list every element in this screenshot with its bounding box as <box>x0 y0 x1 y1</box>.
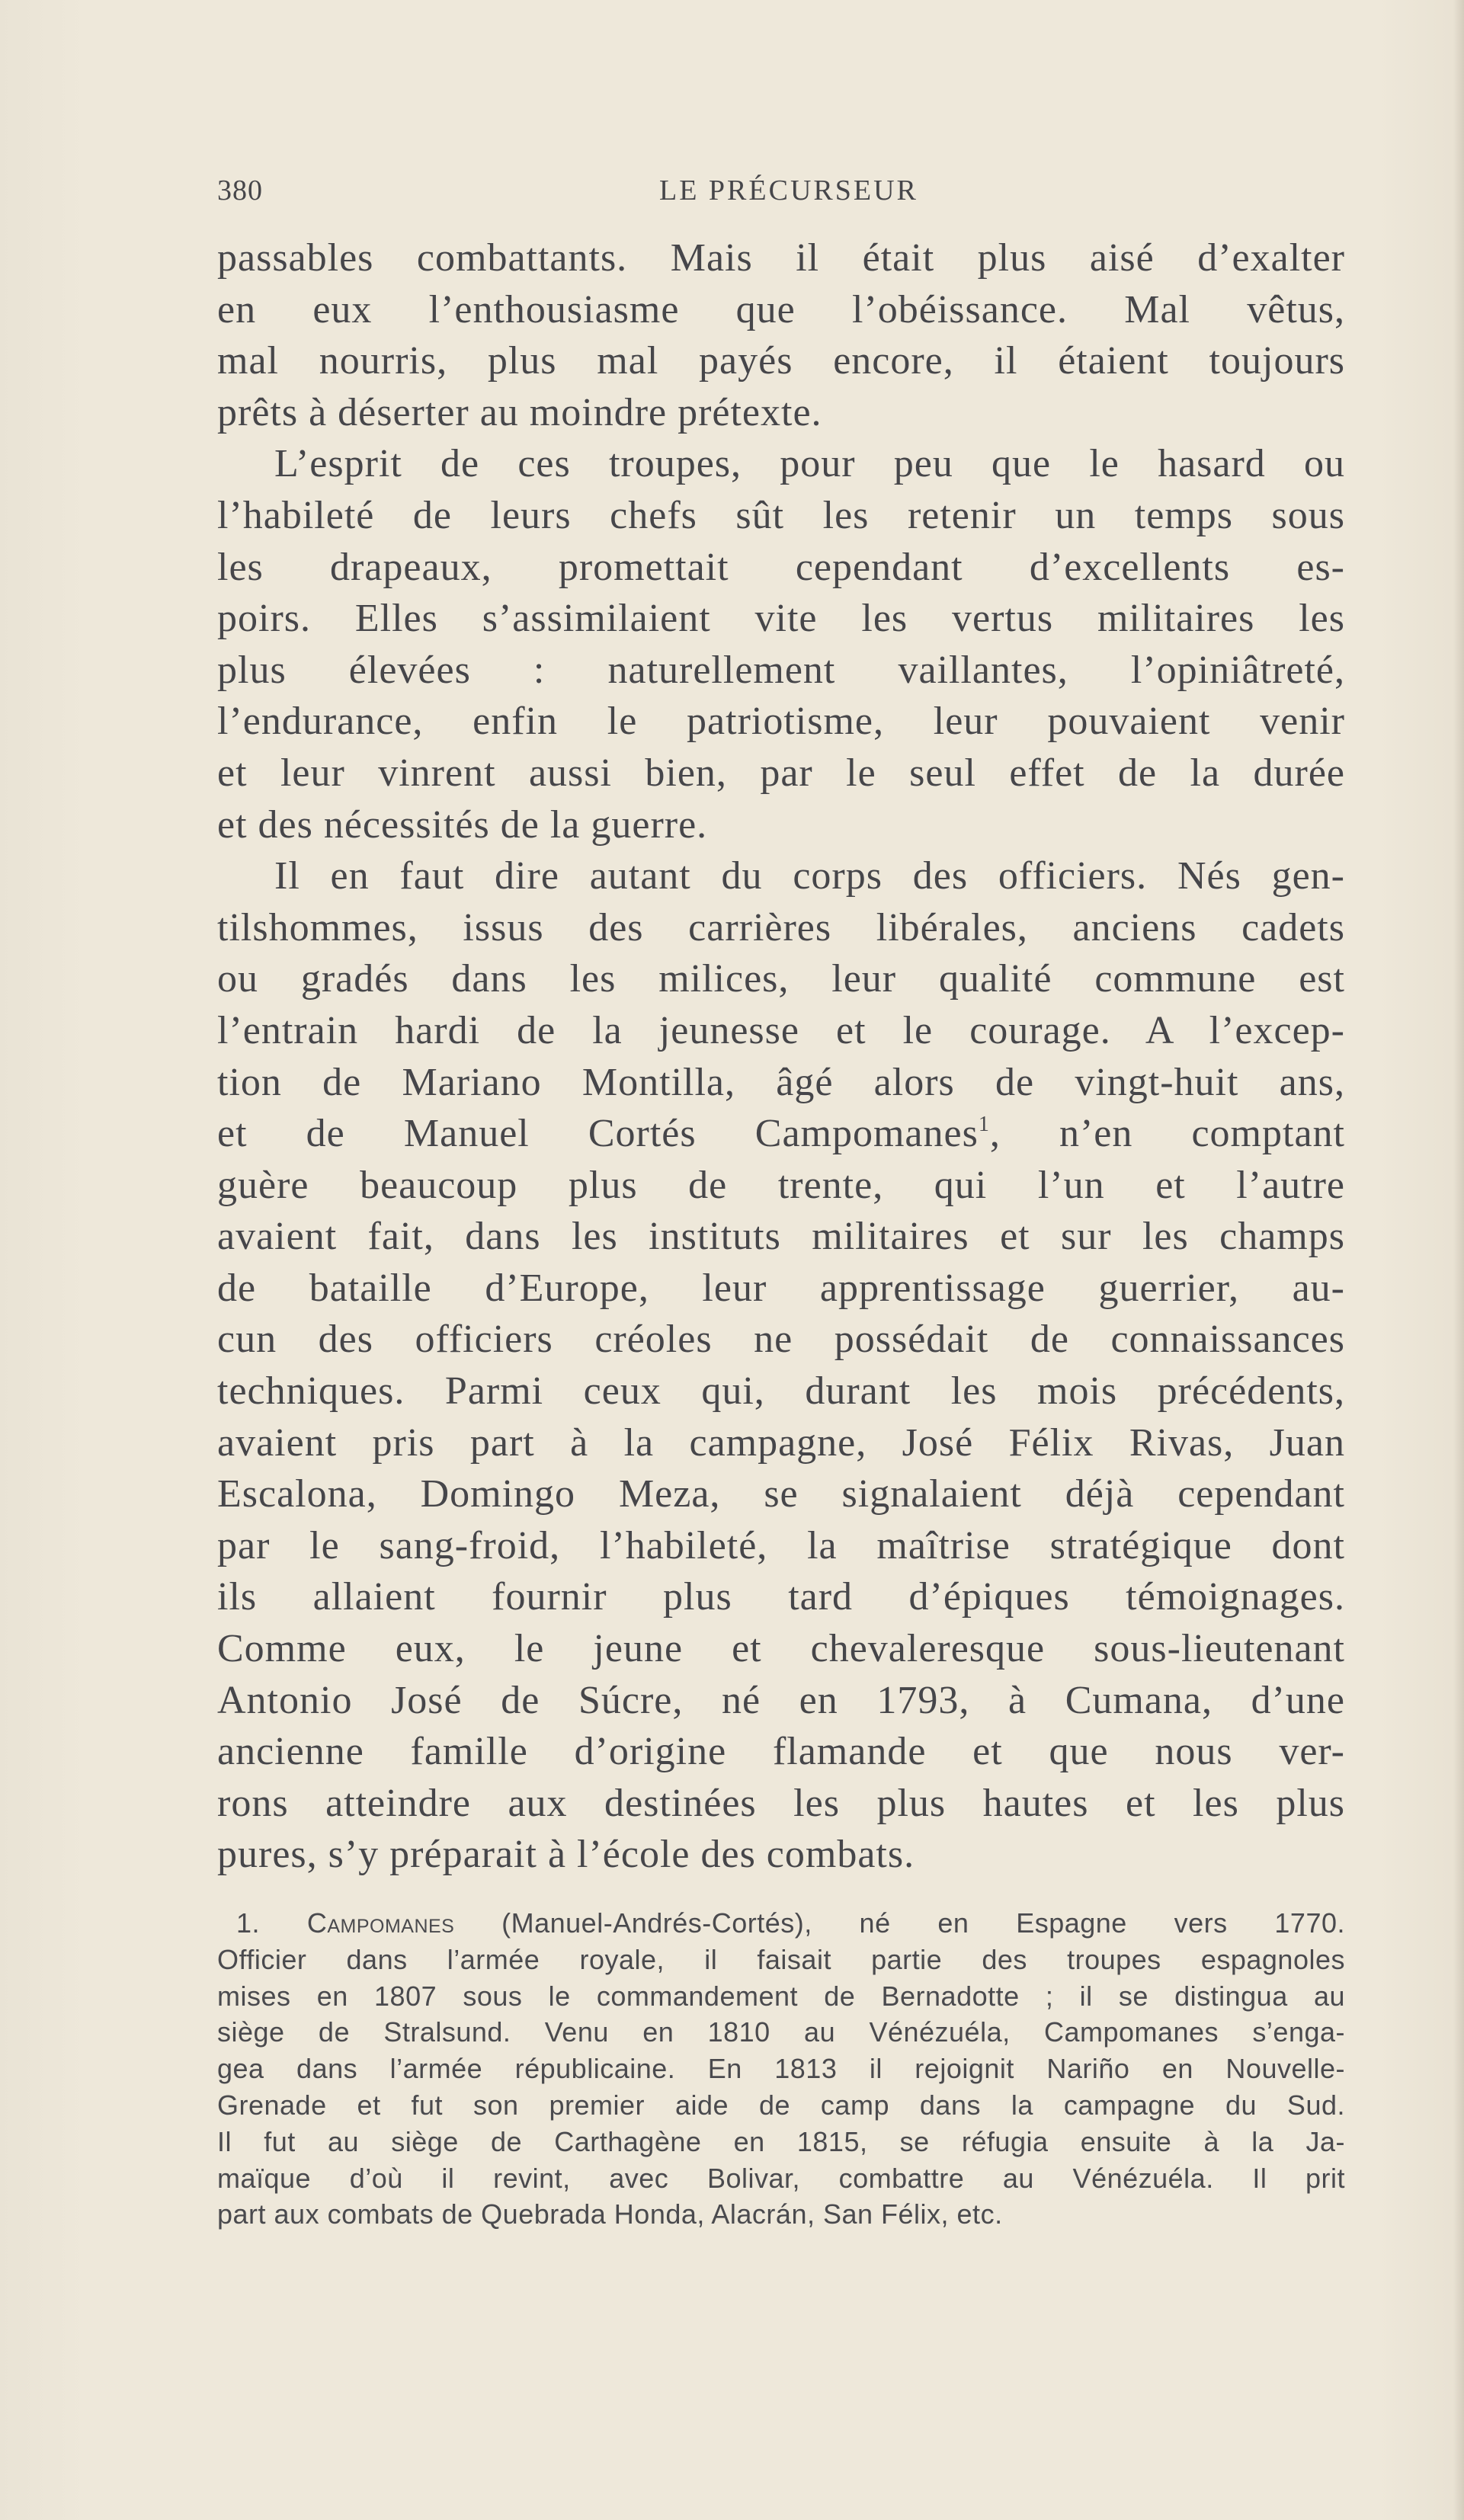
paragraph-start-line: Il en faut dire autant du corps des officiers. Nés gen- <box>274 854 1345 898</box>
text-line: passables combattants. Mais il était plus aisé d’exalter <box>217 236 1345 280</box>
paragraph-start-line: L’esprit de ces troupes, pour peu que le hasard ou <box>274 442 1345 486</box>
text-line: guère beaucoup plus de trente, qui l’un et l’autre <box>217 1163 1345 1207</box>
text-line: ancienne famille d’origine flamande et que nous ver- <box>217 1730 1345 1774</box>
text-line: avaient pris part à la campagne, José Félix Rivas, Juan <box>217 1420 1345 1465</box>
text-line: avaient fait, dans les instituts militaires et sur les champs <box>217 1215 1345 1259</box>
text-line: Escalona, Domingo Meza, se signalaient déjà cependant <box>217 1472 1345 1516</box>
text-line: en eux l’enthousiasme que l’obéissance. Mal vêtus, <box>217 287 1345 331</box>
footnote-number: 1. <box>236 1907 261 1939</box>
footnote-line: maïque d’où il revint, avec Bolivar, combattre au Vénézuéla. Il prit <box>217 2162 1345 2194</box>
text-line: cun des officiers créoles ne possédait de connaissances <box>217 1318 1345 1362</box>
text-line: l’entrain hardi de la jeunesse et le courage. A l’excep- <box>217 1008 1345 1052</box>
text-line: et des nécessités de la guerre. <box>217 802 708 847</box>
text-line: tilshommes, issus des carrières libérales, anciens cadets <box>217 905 1345 949</box>
running-head <box>217 174 1345 212</box>
footnote-line: mises en 1807 sous le commandement de Bernadotte ; il se distingua au <box>217 1980 1345 2012</box>
text-line: mal nourris, plus mal payés encore, il étaient toujours <box>217 339 1345 383</box>
text-line: ou gradés dans les milices, leur qualité commune est <box>217 957 1345 1001</box>
text-line: plus élevées : naturellement vaillantes, l’opiniâtreté, <box>217 648 1345 692</box>
text-fragment: et de Manuel Cortés Campomanes <box>217 1112 979 1156</box>
text-line: par le sang-froid, l’habileté, la maîtrise stratégique dont <box>217 1523 1345 1567</box>
footnote-line: Officier dans l’armée royale, il faisait partie des troupes espagnoles <box>217 1943 1345 1975</box>
text-line: Antonio José de Súcre, né en 1793, à Cumana, d’une <box>217 1678 1345 1722</box>
text-line: techniques. Parmi ceux qui, durant les mois précédents, <box>217 1369 1345 1414</box>
text-line: tion de Mariano Montilla, âgé alors de vingt-huit ans, <box>217 1060 1345 1104</box>
text-fragment: , n’en comptant <box>989 1112 1345 1156</box>
text-line: les drapeaux, promettait cependant d’excellents es- <box>217 545 1345 589</box>
body-text <box>217 232 1345 1881</box>
text-line: de bataille d’Europe, leur apprentissage guerrier, au- <box>217 1266 1345 1310</box>
footnote-reference: 1 <box>978 1113 990 1137</box>
text-line-with-note <box>217 1108 1345 1160</box>
text-line: l’habileté de leurs chefs sût les retenir un temps sous <box>217 493 1345 537</box>
page-edge-shadow <box>1453 0 1464 2520</box>
text-line: prêts à déserter au moindre prétexte. <box>217 390 822 434</box>
text-line: et leur vinrent aussi bien, par le seul effet de la durée <box>217 751 1345 795</box>
page-number: 380 <box>217 175 263 207</box>
footnote-line: part aux combats de Quebrada Honda, Alacrán, San Félix, etc. <box>217 2198 1003 2230</box>
text-line: l’endurance, enfin le patriotisme, leur pouvaient venir <box>217 700 1345 744</box>
text-line: pures, s’y préparait à l’école des combats. <box>217 1833 915 1877</box>
footnote-line: Grenade et fut son premier aide de camp dans la campagne du Sud. <box>217 2089 1345 2121</box>
footnote-line: siège de Stralsund. Venu en 1810 au Vénézuéla, Campomanes s’enga- <box>217 2016 1345 2048</box>
text-line: poirs. Elles s’assimilaient vite les vertus militaires les <box>217 597 1345 641</box>
footnote-name: Campomanes <box>306 1907 455 1939</box>
footnote-first-line <box>217 1905 1345 1942</box>
text-line: rons atteindre aux destinées les plus hautes et les plus <box>217 1781 1345 1825</box>
text-line: ils allaient fournir plus tard d’épiques témoignages. <box>217 1575 1345 1619</box>
footnote-text: (Manuel-Andrés-Cortés), né en Espagne vers 1770. <box>454 1907 1345 1939</box>
footnote <box>217 1905 1345 2233</box>
footnote-line: gea dans l’armée républicaine. En 1813 il rejoignit Nariño en Nouvelle- <box>217 2053 1345 2085</box>
running-title: LE PRÉCURSEUR <box>659 175 918 207</box>
footnote-line: Il fut au siège de Carthagène en 1815, se réfugia ensuite à la Ja- <box>217 2125 1345 2157</box>
text-line: Comme eux, le jeune et chevaleresque sous-lieutenant <box>217 1627 1345 1671</box>
